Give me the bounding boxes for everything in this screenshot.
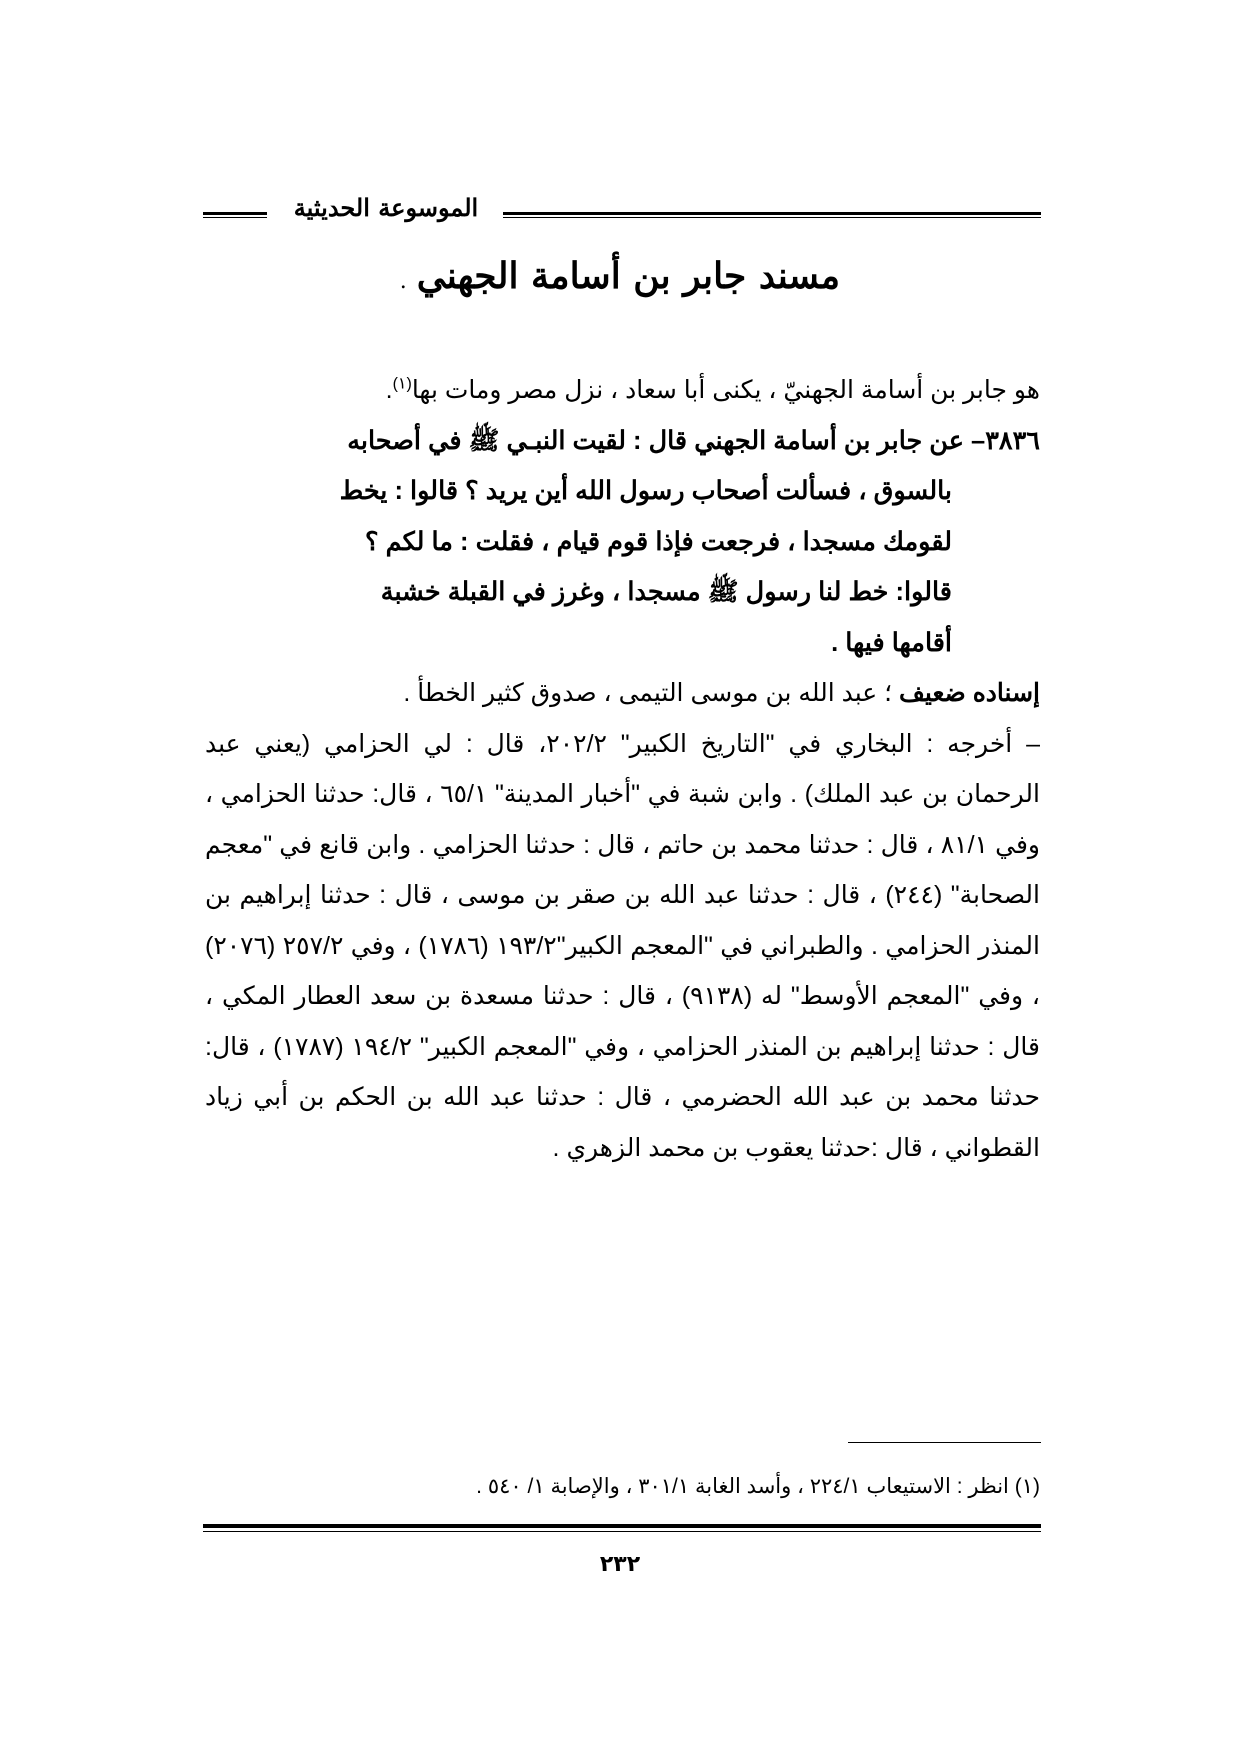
body-text bbox=[205, 365, 1040, 1173]
header-title: الموسوعة الحديثية bbox=[293, 193, 479, 222]
grading-paragraph bbox=[205, 668, 1040, 719]
hadith-line-1: ٣٨٣٦– عن جابر بن أسامة الجهني قال : لقيت النبـي ﷺ في أصحابه bbox=[347, 426, 1040, 455]
hadith-line-3: لقومك مسجدا ، فرجعت فإذا قوم قيام ، فقلت : ما لكم ؟ bbox=[364, 527, 952, 556]
footer-rule bbox=[203, 1524, 1041, 1532]
section-title-dot: . bbox=[399, 269, 407, 294]
hadith-line-2: بالسوق ، فسألت أصحاب رسول الله أين يريد ؟ قالوا : يخط bbox=[339, 477, 952, 505]
header-rule-left bbox=[203, 212, 267, 218]
intro-end: . bbox=[385, 376, 393, 404]
section-title-text: مسند جابر بن أسامة الجهني bbox=[416, 255, 840, 297]
hadith-line-4: قالوا: خط لنا رسول ﷺ مسجدا ، وغرز في القبلة خشبة bbox=[380, 578, 952, 606]
footnote-marker: (١) bbox=[392, 375, 412, 393]
hadith-line-5: أقامها فيها . bbox=[831, 628, 952, 657]
page-header bbox=[203, 188, 1041, 228]
section-title bbox=[390, 246, 840, 312]
header-rule-right bbox=[503, 212, 1041, 218]
grading-label: إسناده ضعيف bbox=[899, 679, 1040, 707]
takhrij-paragraph: – أخرجه : البخاري في "التاريخ الكبير" ٢٠٢/٢، قال : لي الحزامي (يعني عبد الرحمان بن عبد الملك) . وابن شبة في "أخبار المدينة" ٦٥/١ ، قال: حدثنا الحزامي ، وفي ٨١/١ ، قال : حدثنا محمد بن حاتم ، قال : حدثنا الحزامي . وابن قانع في "معجم الصحابة" (٢٤٤) ، قال : حدثنا عبد الله بن صقر بن موسى ، قال : حدثنا إبراهيم بن المنذر الحزامي . والطبراني في "المعجم الكبير"١٩٣/٢ (١٧٨٦) ، وفي ٢٥٧/٢ (٢٠٧٦) ، وفي "المعجم الأوسط" له (٩١٣٨) ، قال : حدثنا مسعدة بن سعد العطار المكي ، قال : حدثنا إبراهيم بن المنذر الحزامي ، وفي "المعجم الكبير" ١٩٤/٢ (١٧٨٧) ، قال: حدثنا محمد بن عبد الله الحضرمي ، قال : حدثنا عبد الله بن الحكم بن أبي زياد القطواني ، قال :حدثنا يعقوب بن محمد الزهري . bbox=[205, 729, 1041, 1162]
intro-text: هو جابر بن أسامة الجهنيّ ، يكنى أبا سعاد ، نزل مصر ومات بها bbox=[411, 376, 1040, 404]
footnote: (١) انظر : الاستيعاب ٢٢٤/١ ، وأسد الغابة ٣٠١/١ ، والإصابة ١/ ٥٤٠ . bbox=[476, 1475, 1040, 1498]
footnote-rule bbox=[848, 1442, 1041, 1443]
page-number: ٢٣٢ bbox=[599, 1552, 641, 1577]
intro-paragraph bbox=[205, 365, 1040, 416]
grading-text: ؛ عبد الله بن موسى التيمى ، صدوق كثير الخطأ . bbox=[403, 679, 900, 707]
